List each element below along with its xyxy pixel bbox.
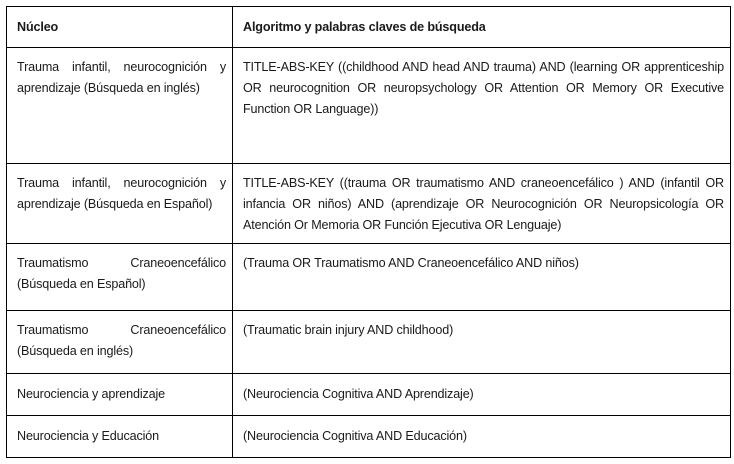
cell-nucleo: Traumatismo Craneoencefálico (Búsqueda en Español) (7, 244, 233, 311)
cell-algoritmo: (Neurociencia Cognitiva AND Aprendizaje) (233, 374, 731, 416)
cell-nucleo: Neurociencia y Educación (7, 416, 233, 458)
cell-nucleo: Trauma infantil, neurocognición y aprendizaje (Búsqueda en inglés) (7, 48, 233, 164)
cell-algoritmo: TITLE-ABS-KEY ((trauma OR traumatismo AND craneoencefálico ) AND (infantil OR infancia OR niños) AND (aprendizaje OR Neurocognición OR Neuropsicología OR Atención Or Memoria OR Función Ejecutiva OR Lenguaje) (233, 164, 731, 244)
cell-algoritmo: TITLE-ABS-KEY ((childhood AND head AND trauma) AND (learning OR apprenticeship OR neurocognition OR neuropsychology OR Attention OR Memory OR Executive Function OR Language)) (233, 48, 731, 164)
table-row (7, 374, 731, 416)
cell-algoritmo: (Neurociencia Cognitiva AND Educación) (233, 416, 731, 458)
cell-nucleo: Neurociencia y aprendizaje (7, 374, 233, 416)
search-algorithm-table (6, 6, 731, 458)
table-row (7, 416, 731, 458)
table-row (7, 311, 731, 374)
table-header-row (7, 7, 731, 48)
cell-nucleo: Traumatismo Craneoencefálico (Búsqueda en inglés) (7, 311, 233, 374)
cell-nucleo: Trauma infantil, neurocognición y aprendizaje (Búsqueda en Español) (7, 164, 233, 244)
header-nucleo: Núcleo (7, 7, 233, 48)
table-row (7, 164, 731, 244)
cell-algoritmo: (Trauma OR Traumatismo AND Craneoencefálico AND niños) (233, 244, 731, 311)
header-algoritmo: Algoritmo y palabras claves de búsqueda (233, 7, 731, 48)
table-row (7, 244, 731, 311)
table-row (7, 48, 731, 164)
cell-algoritmo: (Traumatic brain injury AND childhood) (233, 311, 731, 374)
